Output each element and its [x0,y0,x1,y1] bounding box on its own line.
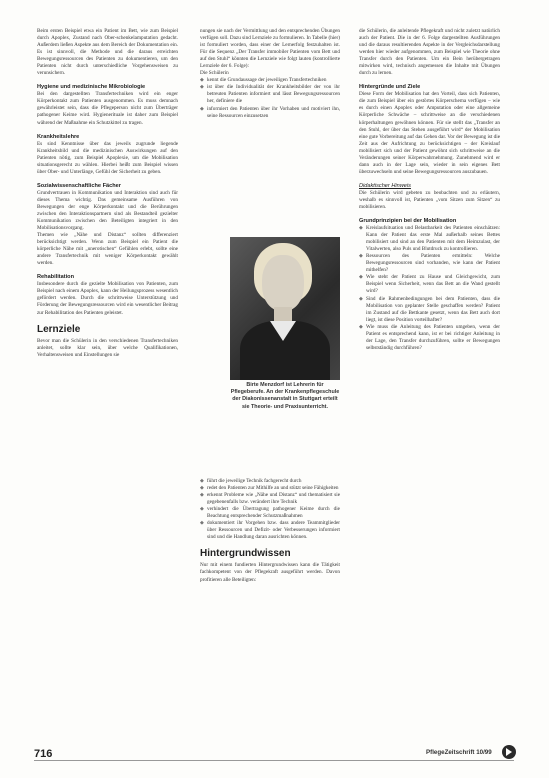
paragraph-sozialwissenschaft-2: Themen wie „Nähe und Distanz“ sollten differenziert berücksichtigt werden. Wenn zum Beispiel ein Patient die körperliche Nähe mit „unerotischen“ Gefühlen erlebt, sollte eine andere Transfertechnik mit weniger Körperkontakt gewählt werden. [37,232,178,267]
heading-hintergrundwissen: Hintergrundwissen [200,548,291,560]
list-item: ◆ dokumentiert ihr Vorgehen bzw. dass andere Teammitglieder über Ressourcen und Defizit- oder Verbesserungen informiert sind und die Handlung daran ausrichten können. [200,520,340,541]
lernziele-list-2 [200,478,340,541]
heading-krankheitslehre: Krankheitslehre [37,133,80,140]
list-item: ◆ kennt die Grundaussage der jeweiligen Transfertechniken [200,77,340,84]
heading-hygiene: Hygiene und medizinische Mikrobiologie [37,84,146,91]
list-item: ◆ ist über die Individualität der Krankheitsbilder der von ihr betreuten Patienten informiert und lässt Bewegungsressourcen her, definiere die [200,84,340,105]
paragraph-sozialwissenschaft-1: Grundvertrauen in Kommunikation und Interaktion sind auch für dieses Thema wichtig. Das gemeinsame Ausführen von Bewegungen der enge Körperkontakt und die Berührungen zwischen den Interaktionspartnern sind als Bestandteil gezielter Kommunikation zwischen den Beteiligten integriert in den Mobilisationsvorgang. [37,189,178,232]
paragraph-hintergrundwissen: Nur mit einem fundierten Hintergrundwissen kann die Tätigkeit fachkompetent von der Pflegekraft ausgeführt werden. Davon profitieren alle Beteiligten: [200,562,340,583]
journal-label: PflegeZeitschrift 10/99 [426,749,492,756]
paragraph-lernziele: Bevor man die Schülerin in den verschiedenen Transfertechniken anleitet, sollte klar sein, über welche Qualifikationen, Verhaltensweisen und Einstellungen sie [37,337,178,358]
lernziele-list-1 [200,77,340,119]
heading-sozialwissenschaft: Sozialwissenschaftliche Fächer [37,182,121,189]
paragraph-rehabilitation: Insbesondere durch die gezielte Mobilisation von Patienten, zum Beispiel nach einem Apoplex, kann der Heilungsprozess wesentlich gefördert werden. Durch die schrittweise Unterstützung und Förderung der Bewegungsressourcen wird ein wesentlicher Beitrag zur Rehabilitation des Patienten geleistet. [37,281,178,316]
column-middle [200,28,340,127]
intro-paragraph: Beim ersten Beispiel etwa ein Patient im Bett, wie zum Beispiel durch Apoplex, Zustand nach Ober-schenkelamputation gedacht. Außerdem ließen Aspekte aus dem Bereich der Dokumentation ein. Es ist sinnvoll, die Methode und die daraus erreichten Bewegungsressourcen des Patienten zu dokumentieren, um den Patienten nicht durch unterschiedliche Vorgehensweisen zu verunsichern. [37,28,178,77]
arrow-icon [502,745,516,759]
photo-caption: Birte Menzdorf ist Lehrerin für Pflegeberufe. An der Krankenpflegeschule der Diakonissenanstalt in Stuttgart erteilt sie Theorie- und Praxisunterricht. [230,382,340,410]
list-item: ◆ Wie muss die Anleitung des Patienten umgeben, wenn der Patient es entsprechend kann, ist er bei richtiger Anleitung in der Lage, den Transfer durchzuführen, sollte er Bewegungen selbstständig durchführen? [359,324,500,352]
paragraph-die-schuelerin: Die Schülerin [200,70,229,77]
column-right [359,28,500,359]
heading-rehabilitation: Rehabilitation [37,274,74,281]
column-middle-lower [200,478,340,591]
heading-hintergruende-ziele: Hintergründe und Ziele [359,84,421,91]
column-left [37,28,178,366]
list-item: ◆ redet den Patienten zur Mithilfe an und stützt seine Fähigkeiten [200,485,340,492]
list-item: ◆ informiert den Patienten über ihr Vorhaben und motiviert ihn, seine Ressourcen einzusetzen [200,106,340,120]
list-item: ◆ führt die jeweilige Technik fachgerecht durch [200,478,340,485]
footer-rule [34,760,514,761]
heading-lernziele: Lernziele [37,323,81,335]
list-item: ◆ Sind die Rahmenbedingungen bei dem Patienten, dass die Mobilisation von geplanter Stelle geschaffen werden? Patient im Zustand auf die Bettkante gesetzt, wenn das Bett auch dort liegt, ist diese Position vorteilhafter? [359,296,500,324]
author-photo [230,237,340,380]
list-item: ◆ verhindert die Übertragung pathogener Keime durch die Beachtung entsprechender Schutzmaßnahmen [200,506,340,520]
list-item: ◆ Ressourcen des Patienten ermitteln: Welche Bewegungsressourcen sind vorhanden, wie kann der Patient mithelfen? [359,253,500,274]
heading-grundprinzipien: Grundprinzipien bei der Mobilisation [359,218,457,225]
paragraph-krankheitslehre: Es sind Kenntnisse über das jeweils zugrunde liegende Krankheitsbild und die medizinischen Auswirkungen auf den Patienten nötig, zum Beispiel Apoplexie, um die Mobilisation situationsgerecht zu wählen. Hierbei heißt zum Beispiel wissen über Ober- und Unterlänge, Gefühl der Sicherheit zu geben. [37,140,178,175]
paragraph-right-intro: die Schülerin, die anleitende Pflegekraft und nicht zuletzt natürlich auch der Patient. Die in der 6. Folge dargestellten Ausführungen und die daraus resultierenden Aspekte in der Vergleichsdarstellung werden hier wieder aufgenommen, zum Beispiel wie Theorie ohne Transfer durch den Patienten. Um ein Bein herübergetragen mitwirken wird, technisch angemessen die Inhalte mit Übungen durch zu lernen. [359,28,500,77]
list-item: ◆ Kreislaufsituation und Belastbarkeit des Patienten einschätzen: Kann der Patient das erste Mal außerhalb seines Bettes mobilisiert und sind an den Patienten mit dem Heimzulast, der Vitalwerten, also Puls und Blutdruck zu kontrollieren. [359,225,500,253]
paragraph-hintergruende-ziele: Diese Form der Mobilisation hat den Vorteil, dass sich Patienten, die zum Beispiel über ein gestörtes Körperschema verfügen – wie es durch einen Apoplex oder Amputation oder eine allgemeine Körperliche Schwäche – schrittweise an die verschiedenen körperhaltungen gewöhnen können. Für sie stellt das „Transfer an den Stuhl, der über das Stehen ausgeführt wird“ der Mobilisation eine gute Vorbereitung auf das Gehen dar. Vor der Bewegung ist die Zeit aus der Aufrichtung zu berücksichtigen – der Kreislauf mobilisiert sich und der Patient gewöhnt sich schrittweise an die Veränderungen seiner Körperwahrnehmung. Zunehmend wird er dann auch in der Lage sein, wieder in sein eigenes Bett überzuwechseln und seine Bewegungsressourcen auszubauen. [359,91,500,175]
paragraph-hygiene: Bei den dargestellten Transfertechniken wird ein enger Körperkontakt zum Patienten ausgenommen. Es muss demnach gewährleistet sein, dass die Pflegeperson nicht zum Überträger pathogener Keime wird. Hygienerituale ist daher zum Beispiel während der Maßnahme ein Schutzkittel zu tragen. [37,91,178,126]
paragraph-didaktischer-hinweis: Die Schülerin wird gebeten zu beobachten und zu erläutern, weshalb es sinnvoll ist, Patienten „vom Sitzen zum Sitzen“ zu mobilisieren. [359,189,500,210]
list-item: ◆ erkennt Probleme wie „Nähe und Distanz“ und thematisiert sie gegebenenfalls bzw. verändert ihre Technik [200,492,340,506]
paragraph-lernziele-cont: nungen sie nach der Vermittlung und den entsprechenden Übungen verfügen soll. Dazu sind Lernziele zu formulieren. In Tabelle (hier) ist formuliert worden, dass einer der Lernerfolg festzuhalten ist. Für die Sequenz „Der Transfer immobiler Patienten vom Bett und auf den Stuhl“ könnten die Lernziele wie folgt lauten (kontrollierte Lernziele der 6. Folge): [200,28,340,70]
page-number: 716 [34,748,53,760]
list-item: ◆ Wie steht der Patient zu Hause und Gleichgewicht, zum Beispiel wenn Sicherheit, wenn das Bett an die Wand gestellt wird? [359,274,500,295]
heading-didaktischer-hinweis: Didaktischer Hinweis [359,182,411,189]
grundprinzipien-list [359,225,500,352]
